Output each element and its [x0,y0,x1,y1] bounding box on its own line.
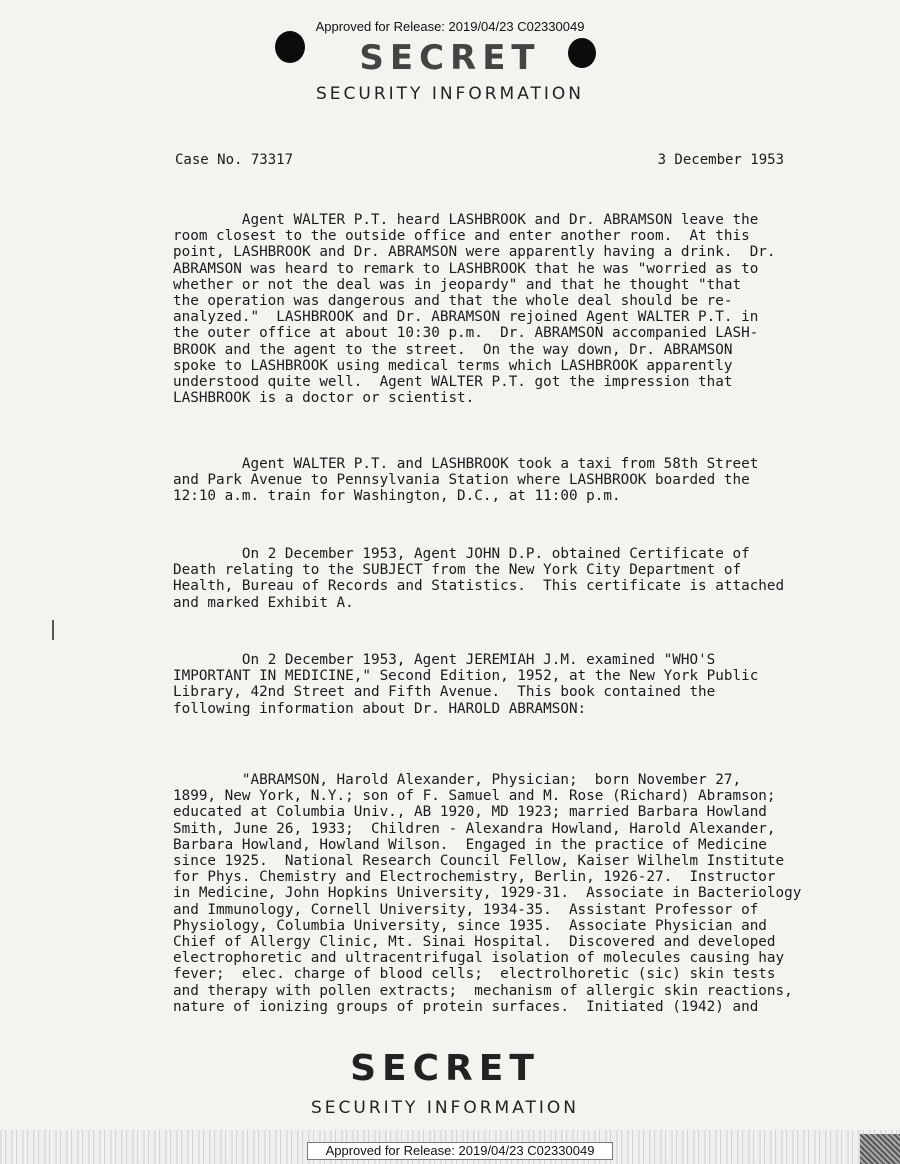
scan-noise-corner [860,1134,900,1164]
paragraph-lashbrook-abramson-meeting: Agent WALTER P.T. heard LASHBROOK and Dr. ABRAMSON leave the room closest to the outside office and enter another room. At this point, LASHBROOK and Dr. ABRAMSON were apparently having a drink. Dr. ABRAMSON was heard to remark to LASHBROOK that he was "worried as to whether or not the deal was in jeopardy" and that he thought "that the operation was dangerous and that the whole deal should be re- analyzed." LASHBROOK and Dr. ABRAMSON rejoined Agent WALTER P.T. in the outer office at about 10:30 p.m. Dr. ABRAMSON accompanied LASH- BROOK and the agent to the street. On the way down, Dr. ABRAMSON spoke to LASHBROOK using medical terms which LASHBROOK apparently understood quite well. Agent WALTER P.T. got the impression that LASHBROOK is a doctor or scientist. [173,212,776,407]
paragraph-taxi-to-station: Agent WALTER P.T. and LASHBROOK took a taxi from 58th Street and Park Avenue to Pennsylvania Station where LASHBROOK boarded the 12:10 a.m. train for Washington, D.C., at 11:00 p.m. [173,456,759,505]
secret-stamp-top: SECRET [359,38,541,78]
secret-stamp-bottom: SECRET [350,1048,540,1089]
paragraph-whos-important-lookup: On 2 December 1953, Agent JEREMIAH J.M. examined "WHO'S IMPORTANT IN MEDICINE," Second Edition, 1952, at the New York Public Library, 42nd Street and Fifth Avenue. This book contained the following information about Dr. HAROLD ABRAMSON: [173,652,759,717]
document-date: 3 December 1953 [657,152,784,168]
release-header: Approved for Release: 2019/04/23 C02330049 [315,19,585,34]
security-information-stamp-bottom: SECURITY INFORMATION [310,1098,580,1118]
case-number: Case No. 73317 [175,152,294,168]
margin-mark [52,620,54,640]
security-information-stamp-top: SECURITY INFORMATION [315,84,585,104]
paragraph-death-certificate: On 2 December 1953, Agent JOHN D.P. obtained Certificate of Death relating to the SUBJECT from the New York City Department of Health, Bureau of Records and Statistics. This certificate is attached and marked Exhibit A. [173,546,785,611]
release-footer: Approved for Release: 2019/04/23 C02330049 [307,1142,613,1160]
paragraph-abramson-biography: "ABRAMSON, Harold Alexander, Physician; born November 27, 1899, New York, N.Y.; son of F. Samuel and M. Rose (Richard) Abramson; educated at Columbia Univ., AB 1920, MD 1923; married Barbara Howland Smith, June 26, 1933; Children - Alexandra Howland, Harold Alexander, Barbara Howland, Howland Wilson. Engaged in the practice of Medicine since 1925. National Research Council Fellow, Kaiser Wilhelm Institute for Phys. Chemistry and Electrochemistry, Berlin, 1926-27. Instructor in Medicine, John Hopkins University, 1929-31. Associate in Bacteriology and Immunology, Cornell University, 1934-35. Assistant Professor of Physiology, Columbia University, since 1935. Associate Physician and Chief of Allergy Clinic, Mt. Sinai Hospital. Discovered and developed electrophoretic and ultracentrifugal isolation of molecules causing hay fever; elec. charge of blood cells; electrolhoretic (sic) skin tests and therapy with pollen extracts; mechanism of allergic skin reactions, nature of ionizing groups of protein surfaces. Initiated (1942) and [173,772,802,1015]
